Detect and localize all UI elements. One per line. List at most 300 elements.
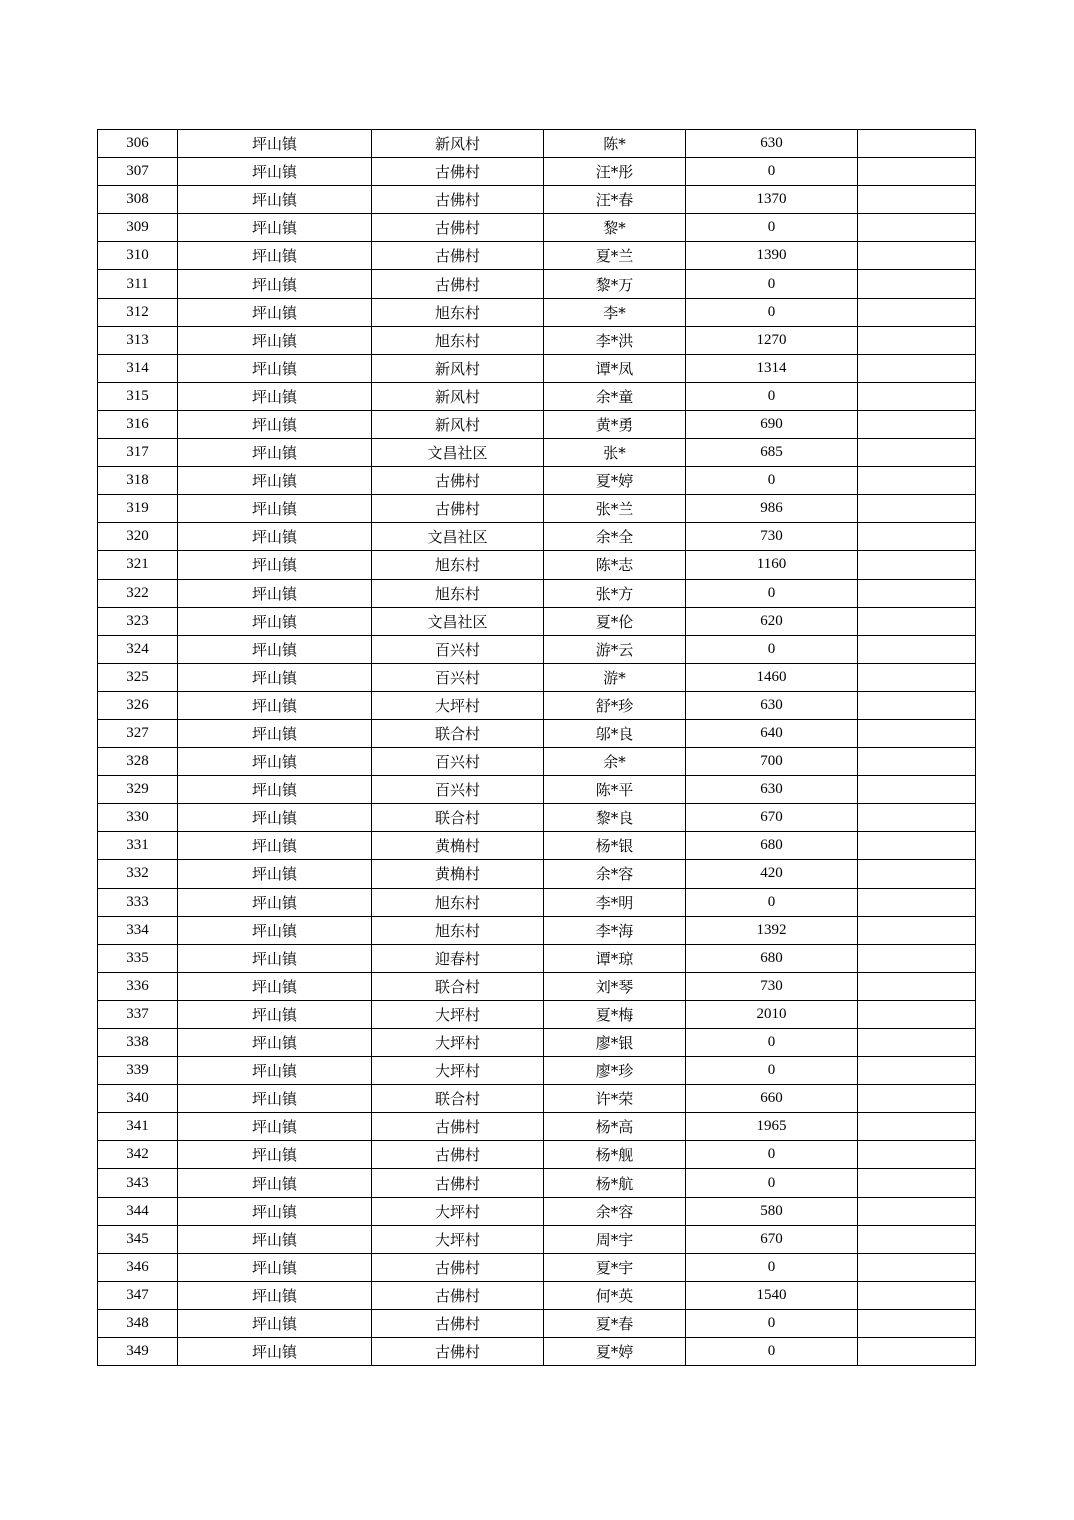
cell-note <box>858 410 976 438</box>
cell-village: 古佛村 <box>372 1113 544 1141</box>
table-row <box>98 972 976 1000</box>
table-row <box>98 1000 976 1028</box>
cell-serial-number: 308 <box>98 186 178 214</box>
cell-note <box>858 130 976 158</box>
cell-amount: 730 <box>686 972 858 1000</box>
cell-serial-number: 315 <box>98 382 178 410</box>
cell-person-name: 张*方 <box>544 579 686 607</box>
cell-person-name: 汪*春 <box>544 186 686 214</box>
cell-amount: 1965 <box>686 1113 858 1141</box>
cell-amount: 730 <box>686 523 858 551</box>
cell-village: 大坪村 <box>372 1197 544 1225</box>
cell-village: 旭东村 <box>372 579 544 607</box>
cell-person-name: 杨*舰 <box>544 1141 686 1169</box>
table-row <box>98 1113 976 1141</box>
cell-town: 坪山镇 <box>178 719 372 747</box>
table-row <box>98 1057 976 1085</box>
cell-person-name: 游* <box>544 663 686 691</box>
cell-village: 百兴村 <box>372 635 544 663</box>
cell-amount: 0 <box>686 270 858 298</box>
cell-town: 坪山镇 <box>178 1338 372 1366</box>
cell-village: 联合村 <box>372 719 544 747</box>
table-row <box>98 410 976 438</box>
cell-town: 坪山镇 <box>178 1029 372 1057</box>
cell-village: 古佛村 <box>372 1253 544 1281</box>
cell-village: 大坪村 <box>372 1225 544 1253</box>
cell-town: 坪山镇 <box>178 972 372 1000</box>
cell-amount: 0 <box>686 1253 858 1281</box>
cell-note <box>858 748 976 776</box>
cell-serial-number: 342 <box>98 1141 178 1169</box>
cell-person-name: 夏*婷 <box>544 1338 686 1366</box>
cell-person-name: 余*容 <box>544 1197 686 1225</box>
cell-person-name: 陈*平 <box>544 776 686 804</box>
cell-amount: 1390 <box>686 242 858 270</box>
cell-town: 坪山镇 <box>178 1309 372 1337</box>
cell-amount: 0 <box>686 1029 858 1057</box>
cell-note <box>858 523 976 551</box>
cell-person-name: 何*英 <box>544 1281 686 1309</box>
cell-village: 联合村 <box>372 1085 544 1113</box>
cell-village: 古佛村 <box>372 1281 544 1309</box>
cell-town: 坪山镇 <box>178 607 372 635</box>
cell-serial-number: 335 <box>98 944 178 972</box>
cell-person-name: 李*明 <box>544 888 686 916</box>
cell-town: 坪山镇 <box>178 1085 372 1113</box>
cell-note <box>858 298 976 326</box>
cell-village: 旭东村 <box>372 298 544 326</box>
table-row <box>98 719 976 747</box>
cell-amount: 1460 <box>686 663 858 691</box>
cell-serial-number: 310 <box>98 242 178 270</box>
cell-amount: 0 <box>686 1338 858 1366</box>
cell-note <box>858 1057 976 1085</box>
cell-serial-number: 320 <box>98 523 178 551</box>
cell-serial-number: 343 <box>98 1169 178 1197</box>
cell-village: 古佛村 <box>372 1169 544 1197</box>
table-row <box>98 354 976 382</box>
cell-person-name: 陈*志 <box>544 551 686 579</box>
cell-serial-number: 345 <box>98 1225 178 1253</box>
cell-town: 坪山镇 <box>178 214 372 242</box>
cell-person-name: 夏*婷 <box>544 467 686 495</box>
cell-note <box>858 1000 976 1028</box>
cell-serial-number: 317 <box>98 439 178 467</box>
cell-serial-number: 341 <box>98 1113 178 1141</box>
table-row <box>98 1029 976 1057</box>
table-row <box>98 130 976 158</box>
cell-village: 迎春村 <box>372 944 544 972</box>
cell-serial-number: 332 <box>98 860 178 888</box>
cell-town: 坪山镇 <box>178 439 372 467</box>
cell-note <box>858 1085 976 1113</box>
cell-amount: 0 <box>686 382 858 410</box>
cell-note <box>858 270 976 298</box>
cell-note <box>858 579 976 607</box>
cell-town: 坪山镇 <box>178 382 372 410</box>
cell-serial-number: 307 <box>98 158 178 186</box>
cell-amount: 0 <box>686 158 858 186</box>
cell-village: 大坪村 <box>372 1057 544 1085</box>
cell-village: 古佛村 <box>372 1309 544 1337</box>
cell-note <box>858 158 976 186</box>
table-row <box>98 382 976 410</box>
cell-serial-number: 339 <box>98 1057 178 1085</box>
cell-village: 旭东村 <box>372 326 544 354</box>
cell-amount: 0 <box>686 1169 858 1197</box>
cell-amount: 1370 <box>686 186 858 214</box>
cell-village: 新风村 <box>372 354 544 382</box>
cell-village: 古佛村 <box>372 467 544 495</box>
cell-amount: 420 <box>686 860 858 888</box>
table-row <box>98 467 976 495</box>
cell-person-name: 周*宇 <box>544 1225 686 1253</box>
cell-person-name: 张*兰 <box>544 495 686 523</box>
roster-table <box>97 129 976 1366</box>
cell-person-name: 余* <box>544 748 686 776</box>
cell-note <box>858 326 976 354</box>
cell-town: 坪山镇 <box>178 1000 372 1028</box>
cell-serial-number: 311 <box>98 270 178 298</box>
cell-town: 坪山镇 <box>178 242 372 270</box>
cell-town: 坪山镇 <box>178 635 372 663</box>
cell-amount: 0 <box>686 888 858 916</box>
cell-town: 坪山镇 <box>178 916 372 944</box>
cell-note <box>858 354 976 382</box>
cell-person-name: 陈* <box>544 130 686 158</box>
cell-serial-number: 316 <box>98 410 178 438</box>
cell-amount: 0 <box>686 1309 858 1337</box>
cell-note <box>858 1338 976 1366</box>
cell-person-name: 谭*凤 <box>544 354 686 382</box>
cell-note <box>858 972 976 1000</box>
cell-village: 百兴村 <box>372 748 544 776</box>
cell-note <box>858 1281 976 1309</box>
cell-note <box>858 663 976 691</box>
cell-note <box>858 776 976 804</box>
table-row <box>98 242 976 270</box>
table-row <box>98 944 976 972</box>
cell-person-name: 李* <box>544 298 686 326</box>
cell-amount: 630 <box>686 776 858 804</box>
cell-amount: 1314 <box>686 354 858 382</box>
cell-amount: 1160 <box>686 551 858 579</box>
cell-town: 坪山镇 <box>178 326 372 354</box>
cell-village: 新风村 <box>372 410 544 438</box>
cell-person-name: 谭*琼 <box>544 944 686 972</box>
cell-amount: 986 <box>686 495 858 523</box>
cell-village: 文昌社区 <box>372 607 544 635</box>
cell-town: 坪山镇 <box>178 1113 372 1141</box>
cell-person-name: 廖*银 <box>544 1029 686 1057</box>
table-row <box>98 1197 976 1225</box>
cell-town: 坪山镇 <box>178 1169 372 1197</box>
cell-town: 坪山镇 <box>178 158 372 186</box>
cell-note <box>858 1169 976 1197</box>
cell-note <box>858 242 976 270</box>
cell-person-name: 刘*琴 <box>544 972 686 1000</box>
table-row <box>98 1281 976 1309</box>
cell-village: 古佛村 <box>372 214 544 242</box>
cell-note <box>858 1197 976 1225</box>
table-row <box>98 186 976 214</box>
cell-serial-number: 326 <box>98 691 178 719</box>
cell-serial-number: 333 <box>98 888 178 916</box>
table-row <box>98 1169 976 1197</box>
cell-village: 百兴村 <box>372 776 544 804</box>
cell-note <box>858 467 976 495</box>
table-row <box>98 439 976 467</box>
cell-person-name: 夏*宇 <box>544 1253 686 1281</box>
cell-amount: 1540 <box>686 1281 858 1309</box>
cell-note <box>858 804 976 832</box>
cell-amount: 670 <box>686 1225 858 1253</box>
cell-note <box>858 607 976 635</box>
cell-note <box>858 832 976 860</box>
cell-note <box>858 860 976 888</box>
cell-village: 古佛村 <box>372 186 544 214</box>
table-row <box>98 579 976 607</box>
cell-serial-number: 309 <box>98 214 178 242</box>
cell-town: 坪山镇 <box>178 804 372 832</box>
cell-note <box>858 1309 976 1337</box>
cell-person-name: 廖*珍 <box>544 1057 686 1085</box>
cell-serial-number: 325 <box>98 663 178 691</box>
cell-village: 大坪村 <box>372 1029 544 1057</box>
cell-amount: 1392 <box>686 916 858 944</box>
cell-serial-number: 344 <box>98 1197 178 1225</box>
cell-person-name: 余*童 <box>544 382 686 410</box>
cell-person-name: 杨*航 <box>544 1169 686 1197</box>
table-row <box>98 551 976 579</box>
cell-amount: 690 <box>686 410 858 438</box>
cell-serial-number: 338 <box>98 1029 178 1057</box>
table-row <box>98 607 976 635</box>
table-row <box>98 663 976 691</box>
cell-village: 联合村 <box>372 804 544 832</box>
cell-amount: 2010 <box>686 1000 858 1028</box>
table-row <box>98 804 976 832</box>
table-row <box>98 326 976 354</box>
cell-serial-number: 312 <box>98 298 178 326</box>
cell-serial-number: 346 <box>98 1253 178 1281</box>
cell-village: 古佛村 <box>372 1141 544 1169</box>
cell-amount: 670 <box>686 804 858 832</box>
cell-amount: 700 <box>686 748 858 776</box>
cell-village: 古佛村 <box>372 1338 544 1366</box>
table-row <box>98 1253 976 1281</box>
cell-person-name: 李*海 <box>544 916 686 944</box>
table-row <box>98 916 976 944</box>
cell-serial-number: 348 <box>98 1309 178 1337</box>
cell-town: 坪山镇 <box>178 691 372 719</box>
cell-serial-number: 329 <box>98 776 178 804</box>
cell-town: 坪山镇 <box>178 270 372 298</box>
cell-note <box>858 1113 976 1141</box>
cell-serial-number: 322 <box>98 579 178 607</box>
table-row <box>98 298 976 326</box>
cell-serial-number: 349 <box>98 1338 178 1366</box>
cell-village: 古佛村 <box>372 158 544 186</box>
table-row <box>98 495 976 523</box>
cell-person-name: 余*全 <box>544 523 686 551</box>
cell-town: 坪山镇 <box>178 1141 372 1169</box>
cell-serial-number: 318 <box>98 467 178 495</box>
cell-note <box>858 551 976 579</box>
cell-town: 坪山镇 <box>178 579 372 607</box>
cell-note <box>858 439 976 467</box>
cell-person-name: 杨*银 <box>544 832 686 860</box>
table-row <box>98 214 976 242</box>
table-row <box>98 1085 976 1113</box>
cell-serial-number: 319 <box>98 495 178 523</box>
cell-person-name: 许*荣 <box>544 1085 686 1113</box>
cell-town: 坪山镇 <box>178 354 372 382</box>
cell-note <box>858 214 976 242</box>
cell-town: 坪山镇 <box>178 186 372 214</box>
cell-amount: 0 <box>686 1141 858 1169</box>
cell-serial-number: 321 <box>98 551 178 579</box>
table-row <box>98 860 976 888</box>
cell-person-name: 舒*珍 <box>544 691 686 719</box>
cell-person-name: 黄*勇 <box>544 410 686 438</box>
cell-serial-number: 347 <box>98 1281 178 1309</box>
cell-person-name: 黎* <box>544 214 686 242</box>
table-row <box>98 832 976 860</box>
cell-amount: 660 <box>686 1085 858 1113</box>
cell-town: 坪山镇 <box>178 298 372 326</box>
cell-person-name: 游*云 <box>544 635 686 663</box>
cell-amount: 680 <box>686 832 858 860</box>
cell-serial-number: 324 <box>98 635 178 663</box>
cell-amount: 0 <box>686 1057 858 1085</box>
cell-note <box>858 635 976 663</box>
cell-village: 文昌社区 <box>372 523 544 551</box>
cell-note <box>858 719 976 747</box>
cell-village: 古佛村 <box>372 270 544 298</box>
cell-serial-number: 330 <box>98 804 178 832</box>
cell-town: 坪山镇 <box>178 410 372 438</box>
cell-serial-number: 331 <box>98 832 178 860</box>
cell-town: 坪山镇 <box>178 1197 372 1225</box>
cell-person-name: 夏*梅 <box>544 1000 686 1028</box>
cell-village: 大坪村 <box>372 691 544 719</box>
cell-town: 坪山镇 <box>178 748 372 776</box>
cell-person-name: 杨*高 <box>544 1113 686 1141</box>
cell-serial-number: 327 <box>98 719 178 747</box>
cell-person-name: 夏*春 <box>544 1309 686 1337</box>
cell-amount: 685 <box>686 439 858 467</box>
cell-village: 百兴村 <box>372 663 544 691</box>
cell-amount: 630 <box>686 691 858 719</box>
cell-person-name: 邬*良 <box>544 719 686 747</box>
table-row <box>98 635 976 663</box>
cell-village: 旭东村 <box>372 888 544 916</box>
table-row <box>98 888 976 916</box>
cell-note <box>858 1225 976 1253</box>
cell-person-name: 夏*伦 <box>544 607 686 635</box>
cell-amount: 580 <box>686 1197 858 1225</box>
cell-amount: 640 <box>686 719 858 747</box>
cell-town: 坪山镇 <box>178 888 372 916</box>
table-row <box>98 1309 976 1337</box>
cell-amount: 620 <box>686 607 858 635</box>
table-row <box>98 270 976 298</box>
cell-person-name: 张* <box>544 439 686 467</box>
cell-town: 坪山镇 <box>178 832 372 860</box>
cell-amount: 0 <box>686 467 858 495</box>
cell-note <box>858 495 976 523</box>
cell-amount: 0 <box>686 214 858 242</box>
cell-person-name: 李*洪 <box>544 326 686 354</box>
table-row <box>98 1225 976 1253</box>
cell-village: 旭东村 <box>372 551 544 579</box>
table-row <box>98 158 976 186</box>
cell-town: 坪山镇 <box>178 523 372 551</box>
cell-person-name: 黎*良 <box>544 804 686 832</box>
cell-amount: 630 <box>686 130 858 158</box>
table-row <box>98 523 976 551</box>
cell-serial-number: 306 <box>98 130 178 158</box>
cell-amount: 0 <box>686 579 858 607</box>
cell-amount: 1270 <box>686 326 858 354</box>
cell-note <box>858 916 976 944</box>
cell-village: 古佛村 <box>372 495 544 523</box>
cell-village: 古佛村 <box>372 242 544 270</box>
table-row <box>98 748 976 776</box>
cell-serial-number: 336 <box>98 972 178 1000</box>
cell-amount: 0 <box>686 635 858 663</box>
roster-table-body <box>98 130 976 1366</box>
cell-town: 坪山镇 <box>178 860 372 888</box>
cell-town: 坪山镇 <box>178 467 372 495</box>
cell-person-name: 黎*万 <box>544 270 686 298</box>
cell-note <box>858 1029 976 1057</box>
table-row <box>98 1338 976 1366</box>
table-row <box>98 776 976 804</box>
cell-town: 坪山镇 <box>178 1225 372 1253</box>
cell-serial-number: 337 <box>98 1000 178 1028</box>
cell-town: 坪山镇 <box>178 776 372 804</box>
cell-note <box>858 1253 976 1281</box>
cell-village: 黄桷村 <box>372 860 544 888</box>
cell-serial-number: 334 <box>98 916 178 944</box>
cell-serial-number: 340 <box>98 1085 178 1113</box>
cell-town: 坪山镇 <box>178 495 372 523</box>
cell-village: 黄桷村 <box>372 832 544 860</box>
cell-village: 大坪村 <box>372 1000 544 1028</box>
cell-town: 坪山镇 <box>178 1253 372 1281</box>
cell-village: 文昌社区 <box>372 439 544 467</box>
cell-note <box>858 186 976 214</box>
cell-village: 联合村 <box>372 972 544 1000</box>
cell-note <box>858 1141 976 1169</box>
cell-person-name: 余*容 <box>544 860 686 888</box>
cell-town: 坪山镇 <box>178 130 372 158</box>
cell-note <box>858 944 976 972</box>
cell-town: 坪山镇 <box>178 551 372 579</box>
cell-note <box>858 691 976 719</box>
cell-amount: 0 <box>686 298 858 326</box>
cell-serial-number: 314 <box>98 354 178 382</box>
cell-person-name: 夏*兰 <box>544 242 686 270</box>
cell-serial-number: 328 <box>98 748 178 776</box>
cell-village: 新风村 <box>372 382 544 410</box>
cell-village: 旭东村 <box>372 916 544 944</box>
cell-town: 坪山镇 <box>178 1281 372 1309</box>
table-row <box>98 1141 976 1169</box>
cell-town: 坪山镇 <box>178 1057 372 1085</box>
